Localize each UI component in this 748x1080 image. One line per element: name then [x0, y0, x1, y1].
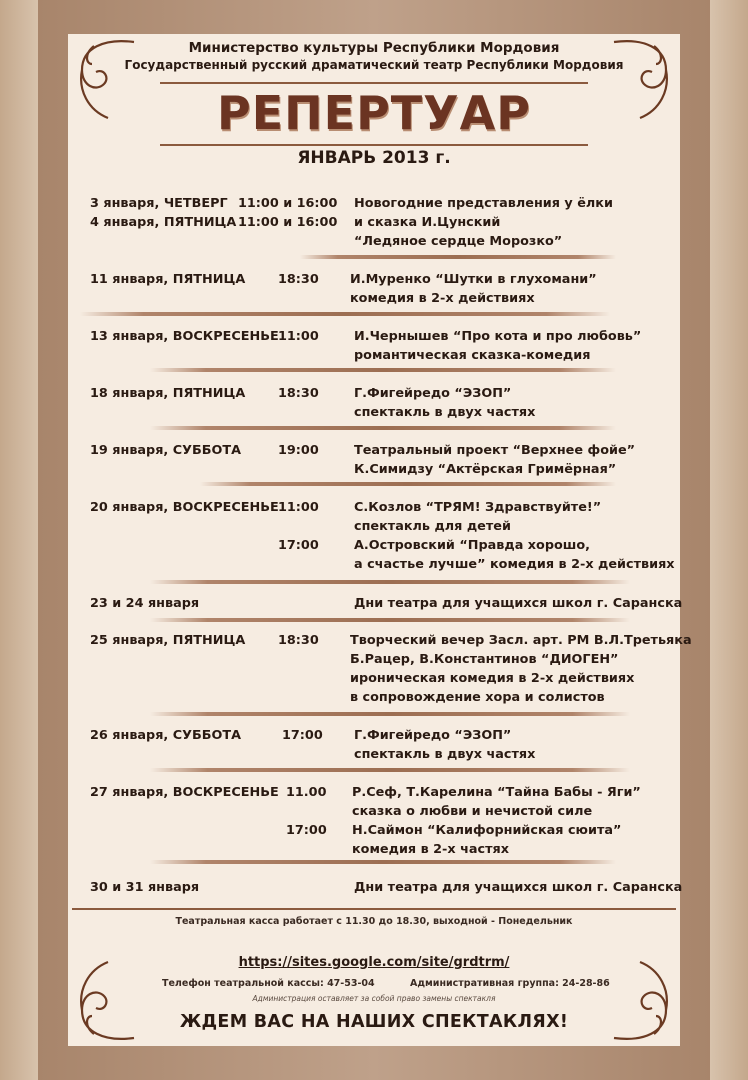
event-date: 11 января, ПЯТНИЦА: [90, 272, 246, 287]
admin-phone: Административная группа: 24-28-86: [410, 978, 610, 989]
event-description-line: Творческий вечер Засл. арт. РМ В.Л.Третьяка: [350, 633, 692, 648]
event-date: 3 января, ЧЕТВЕРГ: [90, 196, 228, 211]
event-date: 13 января, ВОСКРЕСЕНЬЕ: [90, 329, 279, 344]
event-separator: [200, 482, 616, 486]
event-time: 19:00: [278, 443, 319, 458]
event-separator: [150, 618, 630, 622]
event-time: 18:30: [278, 272, 319, 287]
page-title: РЕПЕРТУАР: [217, 86, 531, 140]
event-date: 19 января, СУББОТА: [90, 443, 242, 458]
event-description-line: “Ледяное сердце Морозко”: [354, 234, 563, 249]
event-description-line: Г.Фигейредо “ЭЗОП”: [354, 386, 512, 401]
event-time: 17:00: [278, 538, 319, 553]
event-description-line: Новогодние представления у ёлки: [354, 196, 613, 211]
event-description-line: К.Симидзу “Актёрская Гримёрная”: [354, 462, 617, 477]
event-separator: [150, 426, 616, 430]
event-date: 4 января, ПЯТНИЦА: [90, 215, 237, 230]
event-description-line: Дни театра для учащихся школ г. Саранска: [354, 880, 683, 895]
event-date: 23 и 24 января: [90, 596, 200, 611]
event-description-line: комедия в 2-х частях: [352, 842, 509, 857]
event-time: 11:00 и 16:00: [238, 215, 338, 230]
event-description-line: комедия в 2-х действиях: [350, 291, 535, 306]
event-separator: [150, 768, 630, 772]
event-time: 11:00: [278, 329, 319, 344]
event-separator: [150, 580, 630, 584]
box-office-phone: Телефон театральной кассы: 47-53-04: [162, 978, 375, 989]
event-date: 25 января, ПЯТНИЦА: [90, 633, 246, 648]
event-description-line: Н.Саймон “Калифорнийская сюита”: [352, 823, 622, 838]
event-separator: [150, 712, 630, 716]
event-date: 20 января, ВОСКРЕСЕНЬЕ: [90, 500, 279, 515]
event-time: 18:30: [278, 633, 319, 648]
event-description-line: И.Муренко “Шутки в глухомани”: [350, 272, 597, 287]
event-description-line: Дни театра для учащихся школ г. Саранска: [354, 596, 683, 611]
event-separator: [80, 312, 610, 316]
event-description-line: спектакль в двух частях: [354, 747, 536, 762]
event-time: 18:30: [278, 386, 319, 401]
event-date: 18 января, ПЯТНИЦА: [90, 386, 246, 401]
footer-rule: [72, 908, 676, 910]
event-date: 26 января, СУББОТА: [90, 728, 242, 743]
event-time: 17:00: [286, 823, 327, 838]
disclaimer: Администрация оставляет за собой право замены спектакля: [252, 994, 496, 1003]
event-separator: [150, 368, 616, 372]
event-description-line: С.Козлов “ТРЯМ! Здравствуйте!”: [354, 500, 602, 515]
title-rule-top: [160, 82, 588, 84]
event-time: 11:00: [278, 500, 319, 515]
tagline: ЖДЕМ ВАС НА НАШИХ СПЕКТАКЛЯХ!: [179, 1012, 569, 1032]
event-separator: [300, 255, 616, 259]
event-description-line: ироническая комедия в 2-х действиях: [350, 671, 635, 686]
event-description-line: а счастье лучше” комедия в 2-х действиях: [354, 557, 675, 572]
theatre-name: Государственный русский драматический театр Республики Мордовия: [124, 58, 624, 72]
event-description-line: спектакль для детей: [354, 519, 511, 534]
event-description-line: Театральный проект “Верхнее фойе”: [354, 443, 636, 458]
event-time: 11.00: [286, 785, 327, 800]
event-description-line: сказка о любви и нечистой силе: [352, 804, 593, 819]
event-description-line: И.Чернышев “Про кота и про любовь”: [354, 329, 642, 344]
month-subtitle: ЯНВАРЬ 2013 г.: [297, 148, 451, 168]
event-time: 17:00: [282, 728, 323, 743]
event-description-line: и сказка И.Цунский: [354, 215, 501, 230]
box-office-hours: Театральная касса работает с 11.30 до 18.30, выходной - Понедельник: [175, 916, 573, 927]
event-description-line: спектакль в двух частях: [354, 405, 536, 420]
event-date: 27 января, ВОСКРЕСЕНЬЕ: [90, 785, 279, 800]
event-separator: [150, 860, 616, 864]
event-description-line: Р.Сеф, Т.Карелина “Тайна Бабы - Яги”: [352, 785, 641, 800]
event-description-line: в сопровождение хора и солистов: [350, 690, 605, 705]
ministry-name: Министерство культуры Республики Мордовия: [188, 40, 560, 56]
event-date: 30 и 31 января: [90, 880, 200, 895]
event-description-line: Г.Фигейредо “ЭЗОП”: [354, 728, 512, 743]
website-link[interactable]: https://sites.google.com/site/grdtrm/: [238, 955, 510, 970]
event-description-line: Б.Рацер, В.Константинов “ДИОГЕН”: [350, 652, 619, 667]
title-rule-bottom: [160, 144, 588, 146]
event-time: 11:00 и 16:00: [238, 196, 338, 211]
event-description-line: романтическая сказка-комедия: [354, 348, 591, 363]
event-description-line: А.Островский “Правда хорошо,: [354, 538, 591, 553]
